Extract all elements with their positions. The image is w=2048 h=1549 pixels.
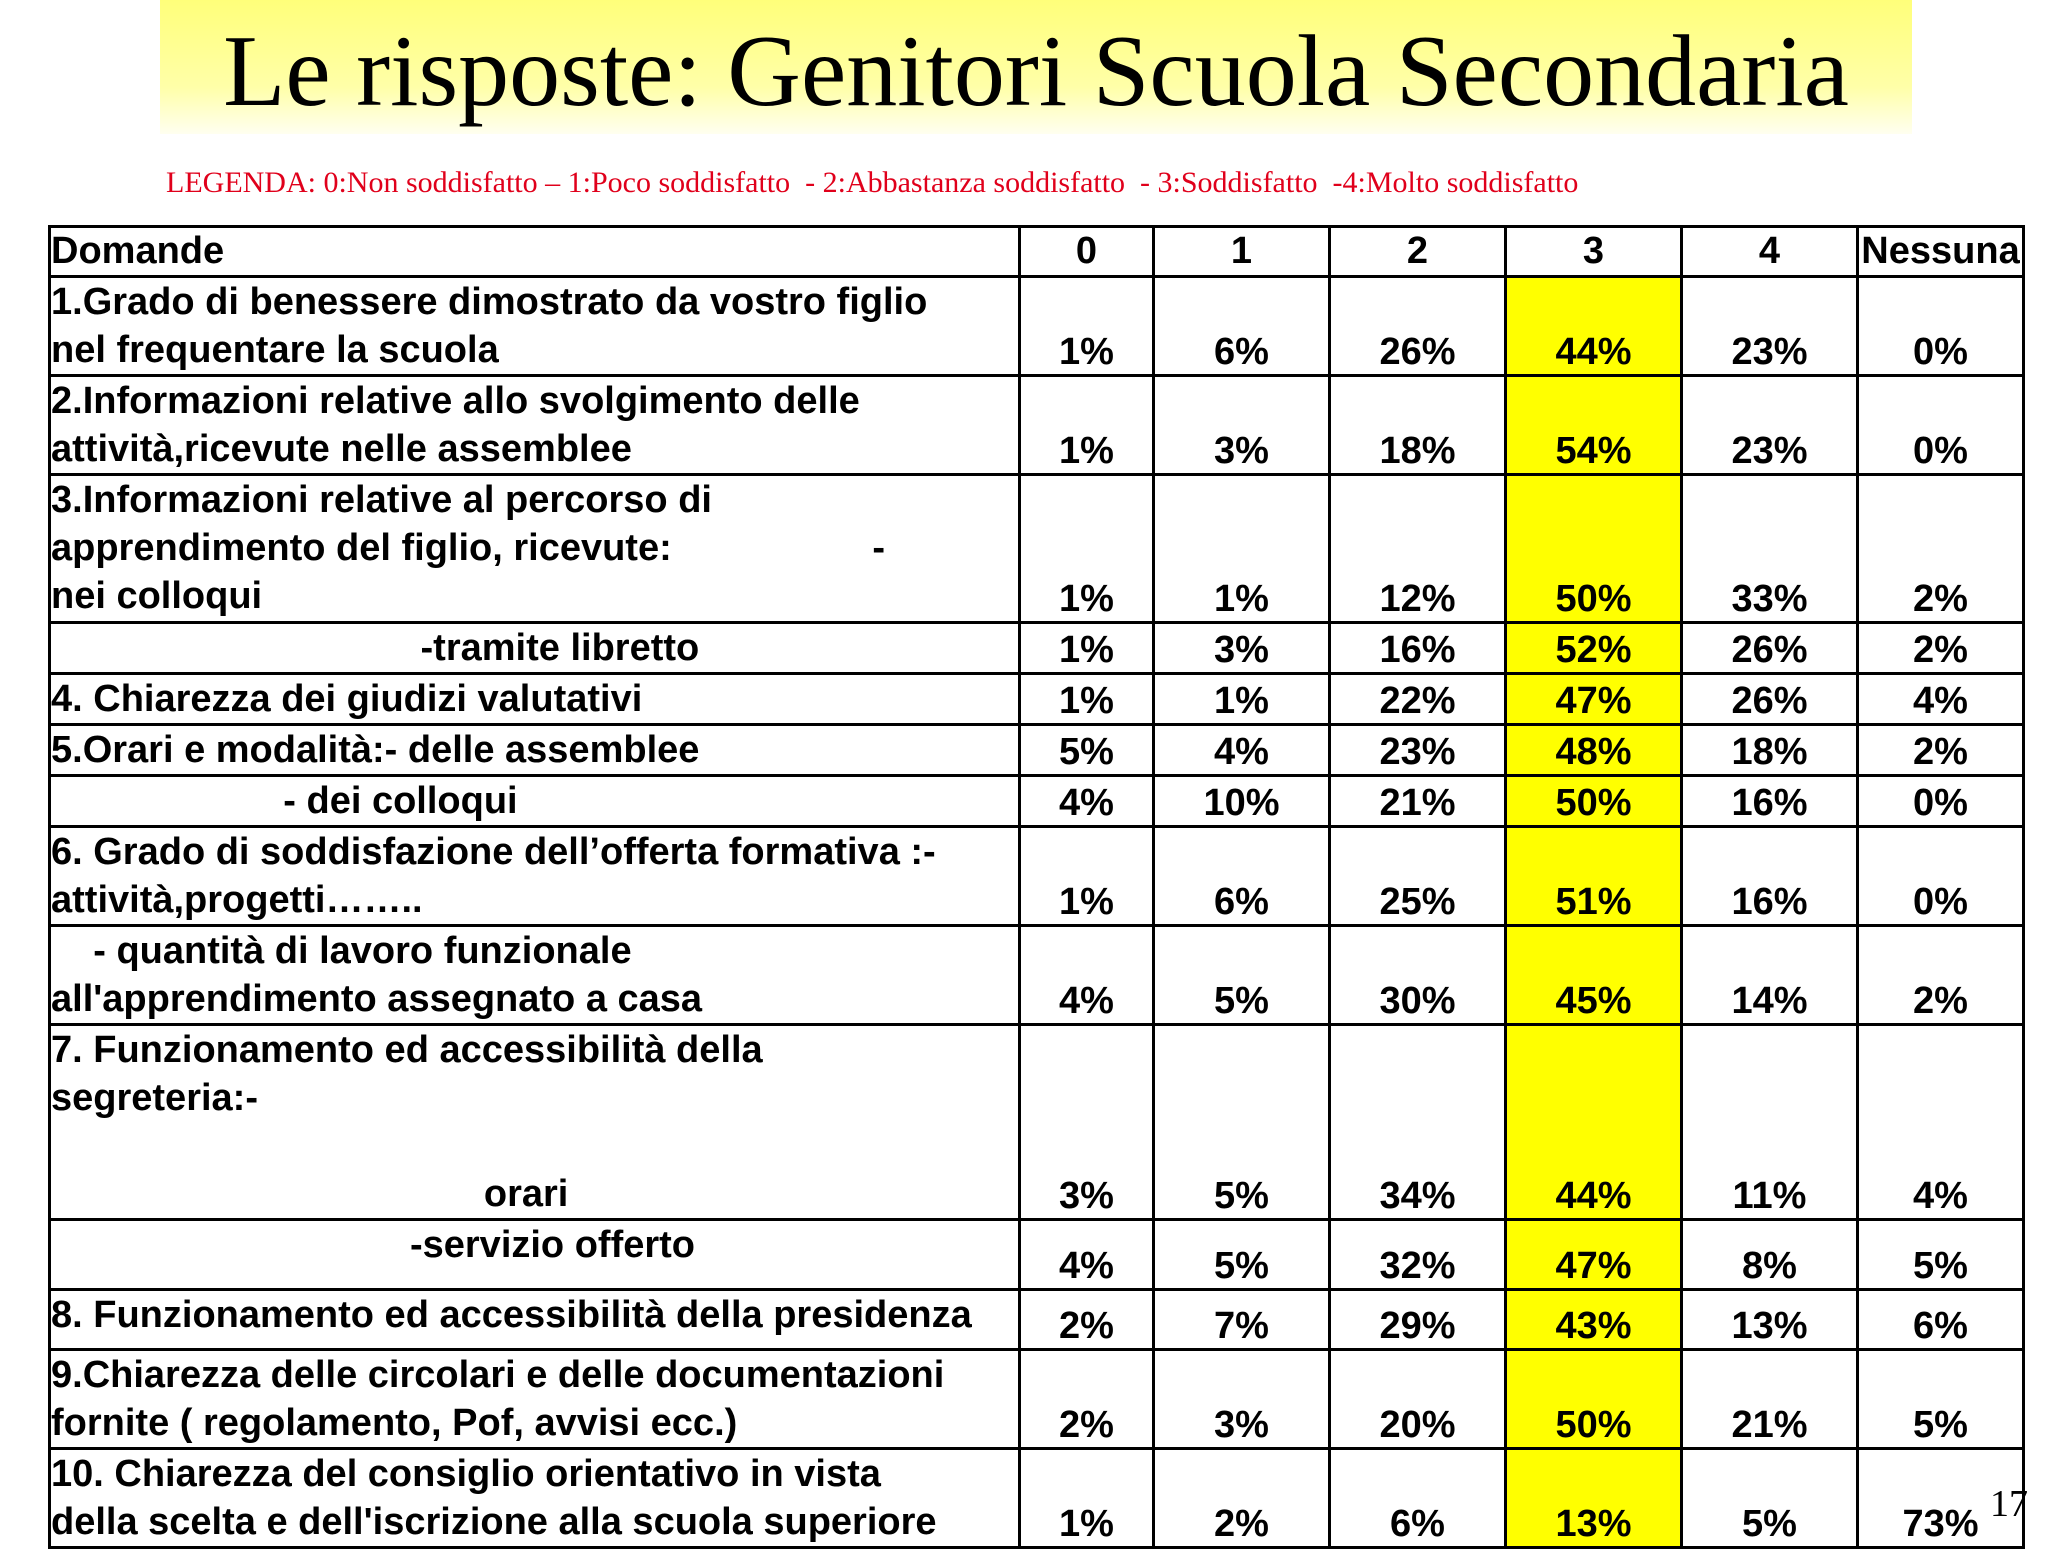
page-number: 17 xyxy=(1990,1483,2028,1525)
question-cell: -servizio offerto xyxy=(50,1220,1020,1290)
value-cell-3: 13% xyxy=(1506,1449,1682,1548)
value-cell-nessuna: 2% xyxy=(1858,623,2024,674)
question-cell: - dei colloqui xyxy=(50,776,1020,827)
value-cell-2: 22% xyxy=(1330,674,1506,725)
value-cell-3: 44% xyxy=(1506,277,1682,376)
value-cell-0: 1% xyxy=(1020,674,1154,725)
value-cell-4: 16% xyxy=(1682,776,1858,827)
table-row xyxy=(50,1290,2024,1350)
question-cell: 9.Chiarezza delle circolari e delle documentazioni fornite ( regolamento, Pof, avvisi ecc.) xyxy=(50,1350,1020,1449)
value-cell-0: 1% xyxy=(1020,827,1154,926)
value-cell-2: 29% xyxy=(1330,1290,1506,1350)
value-cell-3: 44% xyxy=(1506,1025,1682,1220)
value-cell-3: 48% xyxy=(1506,725,1682,776)
value-cell-2: 25% xyxy=(1330,827,1506,926)
value-cell-nessuna: 0% xyxy=(1858,376,2024,475)
table-row xyxy=(50,1350,2024,1449)
value-cell-4: 33% xyxy=(1682,475,1858,623)
value-cell-3: 47% xyxy=(1506,1220,1682,1290)
value-cell-0: 5% xyxy=(1020,725,1154,776)
question-cell: 2.Informazioni relative allo svolgimento delle attività,ricevute nelle assemblee xyxy=(50,376,1020,475)
table-row xyxy=(50,776,2024,827)
value-cell-1: 6% xyxy=(1154,277,1330,376)
table-header-row xyxy=(50,227,2024,277)
value-cell-2: 32% xyxy=(1330,1220,1506,1290)
value-cell-3: 54% xyxy=(1506,376,1682,475)
value-cell-3: 51% xyxy=(1506,827,1682,926)
header-domande: Domande xyxy=(50,227,1020,277)
slide-title: Le risposte: Genitori Scuola Secondaria xyxy=(223,14,1849,128)
value-cell-4: 16% xyxy=(1682,827,1858,926)
value-cell-nessuna: 5% xyxy=(1858,1350,2024,1449)
value-cell-0: 1% xyxy=(1020,475,1154,623)
value-cell-3: 45% xyxy=(1506,926,1682,1025)
question-cell: 4. Chiarezza dei giudizi valutativi xyxy=(50,674,1020,725)
value-cell-2: 6% xyxy=(1330,1449,1506,1548)
value-cell-3: 50% xyxy=(1506,475,1682,623)
value-cell-1: 5% xyxy=(1154,926,1330,1025)
value-cell-4: 11% xyxy=(1682,1025,1858,1220)
value-cell-4: 5% xyxy=(1682,1449,1858,1548)
value-cell-2: 26% xyxy=(1330,277,1506,376)
value-cell-2: 18% xyxy=(1330,376,1506,475)
value-cell-2: 34% xyxy=(1330,1025,1506,1220)
header-2: 2 xyxy=(1330,227,1506,277)
question-cell: 1.Grado di benessere dimostrato da vostro figlio nel frequentare la scuola xyxy=(50,277,1020,376)
value-cell-1: 1% xyxy=(1154,674,1330,725)
value-cell-3: 43% xyxy=(1506,1290,1682,1350)
value-cell-nessuna: 2% xyxy=(1858,725,2024,776)
value-cell-4: 26% xyxy=(1682,674,1858,725)
question-cell: 7. Funzionamento ed accessibilità della segreteria:- orari xyxy=(50,1025,1020,1220)
value-cell-0: 4% xyxy=(1020,1220,1154,1290)
value-cell-3: 47% xyxy=(1506,674,1682,725)
value-cell-4: 21% xyxy=(1682,1350,1858,1449)
value-cell-4: 23% xyxy=(1682,376,1858,475)
table-row xyxy=(50,376,2024,475)
value-cell-0: 3% xyxy=(1020,1025,1154,1220)
table-row xyxy=(50,277,2024,376)
table-row xyxy=(50,827,2024,926)
header-4: 4 xyxy=(1682,227,1858,277)
table-row xyxy=(50,623,2024,674)
value-cell-2: 21% xyxy=(1330,776,1506,827)
question-cell: 3.Informazioni relative al percorso di apprendimento del figlio, ricevute: - nei colloqui xyxy=(50,475,1020,623)
value-cell-1: 3% xyxy=(1154,1350,1330,1449)
value-cell-2: 30% xyxy=(1330,926,1506,1025)
value-cell-4: 8% xyxy=(1682,1220,1858,1290)
table-row xyxy=(50,674,2024,725)
value-cell-1: 5% xyxy=(1154,1025,1330,1220)
value-cell-4: 26% xyxy=(1682,623,1858,674)
value-cell-2: 23% xyxy=(1330,725,1506,776)
value-cell-nessuna: 73% xyxy=(1858,1449,2024,1548)
value-cell-3: 50% xyxy=(1506,1350,1682,1449)
value-cell-0: 4% xyxy=(1020,926,1154,1025)
value-cell-2: 12% xyxy=(1330,475,1506,623)
value-cell-4: 13% xyxy=(1682,1290,1858,1350)
value-cell-2: 20% xyxy=(1330,1350,1506,1449)
value-cell-1: 7% xyxy=(1154,1290,1330,1350)
question-cell: 8. Funzionamento ed accessibilità della presidenza xyxy=(50,1290,1020,1350)
value-cell-1: 3% xyxy=(1154,623,1330,674)
value-cell-0: 1% xyxy=(1020,623,1154,674)
question-cell: -tramite libretto xyxy=(50,623,1020,674)
question-cell: 5.Orari e modalità:- delle assemblee xyxy=(50,725,1020,776)
value-cell-0: 1% xyxy=(1020,1449,1154,1548)
value-cell-nessuna: 2% xyxy=(1858,475,2024,623)
value-cell-nessuna: 6% xyxy=(1858,1290,2024,1350)
header-nessuna: Nessuna xyxy=(1858,227,2024,277)
value-cell-0: 2% xyxy=(1020,1350,1154,1449)
value-cell-nessuna: 0% xyxy=(1858,776,2024,827)
value-cell-1: 6% xyxy=(1154,827,1330,926)
value-cell-1: 4% xyxy=(1154,725,1330,776)
table-row xyxy=(50,1025,2024,1220)
table-row xyxy=(50,1220,2024,1290)
value-cell-nessuna: 5% xyxy=(1858,1220,2024,1290)
header-3: 3 xyxy=(1506,227,1682,277)
survey-results-table xyxy=(48,225,2025,1549)
table-row xyxy=(50,926,2024,1025)
value-cell-nessuna: 0% xyxy=(1858,827,2024,926)
value-cell-0: 1% xyxy=(1020,277,1154,376)
value-cell-2: 16% xyxy=(1330,623,1506,674)
value-cell-4: 18% xyxy=(1682,725,1858,776)
value-cell-0: 4% xyxy=(1020,776,1154,827)
value-cell-3: 52% xyxy=(1506,623,1682,674)
value-cell-3: 50% xyxy=(1506,776,1682,827)
table-row xyxy=(50,725,2024,776)
header-0: 0 xyxy=(1020,227,1154,277)
value-cell-4: 23% xyxy=(1682,277,1858,376)
legend-text: LEGENDA: 0:Non soddisfatto – 1:Poco soddisfatto - 2:Abbastanza soddisfatto - 3:Soddisfatto -4:Molto soddisfatto xyxy=(166,166,1579,199)
question-cell: 6. Grado di soddisfazione dell’offerta formativa :- attività,progetti…….. xyxy=(50,827,1020,926)
value-cell-0: 2% xyxy=(1020,1290,1154,1350)
value-cell-nessuna: 4% xyxy=(1858,674,2024,725)
value-cell-1: 5% xyxy=(1154,1220,1330,1290)
value-cell-nessuna: 4% xyxy=(1858,1025,2024,1220)
value-cell-4: 14% xyxy=(1682,926,1858,1025)
value-cell-nessuna: 0% xyxy=(1858,277,2024,376)
value-cell-1: 1% xyxy=(1154,475,1330,623)
question-cell: 10. Chiarezza del consiglio orientativo in vista della scelta e dell'iscrizione alla scuola superiore xyxy=(50,1449,1020,1548)
value-cell-nessuna: 2% xyxy=(1858,926,2024,1025)
header-1: 1 xyxy=(1154,227,1330,277)
value-cell-1: 10% xyxy=(1154,776,1330,827)
value-cell-1: 2% xyxy=(1154,1449,1330,1548)
value-cell-0: 1% xyxy=(1020,376,1154,475)
value-cell-1: 3% xyxy=(1154,376,1330,475)
question-cell: - quantità di lavoro funzionale all'apprendimento assegnato a casa xyxy=(50,926,1020,1025)
table-row xyxy=(50,1449,2024,1548)
table-row xyxy=(50,475,2024,623)
